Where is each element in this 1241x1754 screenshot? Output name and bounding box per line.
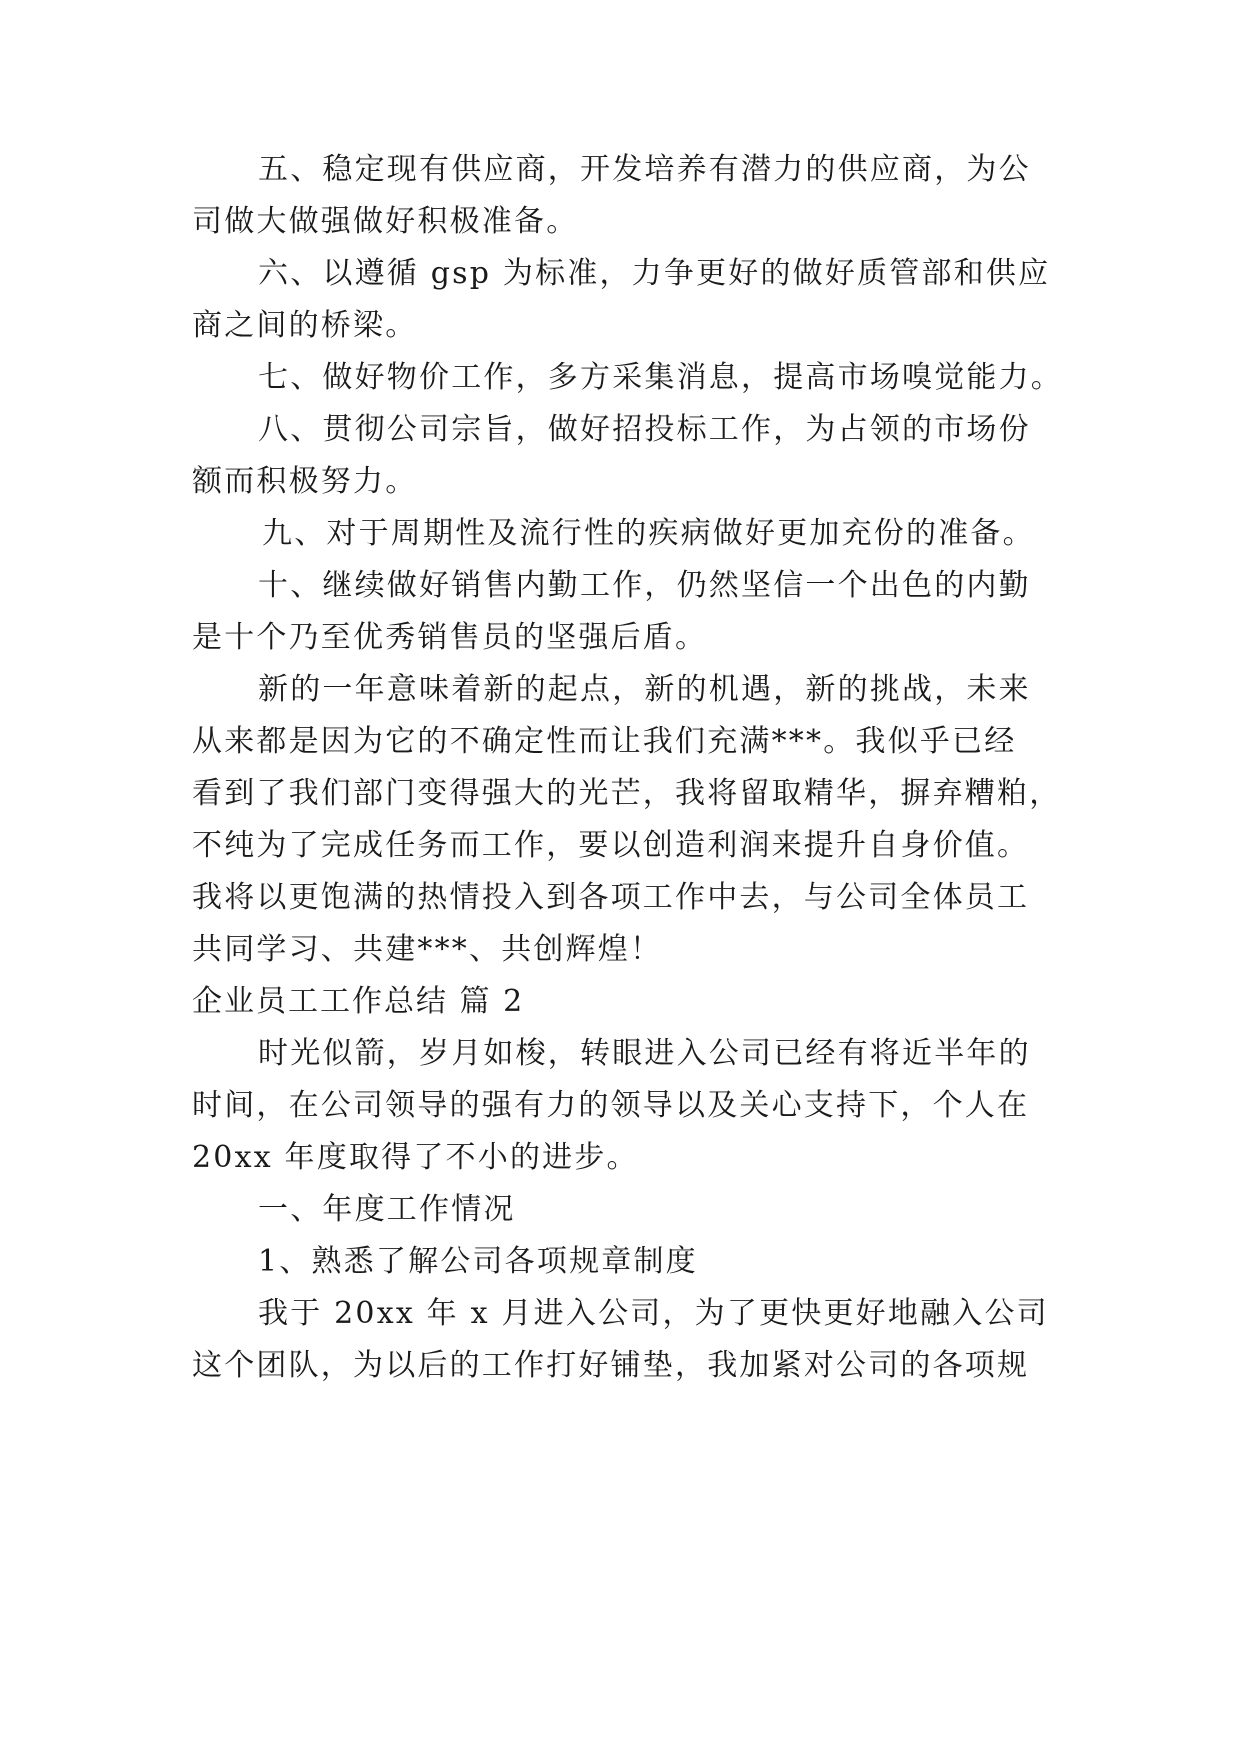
subheading-line: 一、年度工作情况 — [258, 1192, 516, 1227]
subheading-line: 1、熟悉了解公司各项规章制度 — [258, 1244, 698, 1279]
paragraph-line: 我将以更饱满的热情投入到各项工作中去，与公司全体员工 — [192, 880, 1030, 915]
paragraph-line: 共同学习、共建***、共创辉煌！ — [192, 932, 663, 967]
paragraph-line: 额而积极努力。 — [192, 464, 418, 499]
paragraph-line: 时间，在公司领导的强有力的领导以及关心支持下，个人在 — [192, 1088, 1030, 1123]
paragraph-line: 这个团队，为以后的工作打好铺垫，我加紧对公司的各项规 — [192, 1348, 1030, 1383]
paragraph-line: 司做大做强做好积极准备。 — [192, 204, 579, 239]
paragraph-line: 我于 20xx 年 x 月进入公司，为了更快更好地融入公司 — [258, 1296, 1049, 1331]
paragraph-line: 九、对于周期性及流行性的疾病做好更加充份的准备。 — [262, 516, 1035, 551]
paragraph-line: 六、以遵循 gsp 为标准，力争更好的做好质管部和供应 — [258, 256, 1051, 291]
paragraph-line: 20xx 年度取得了不小的进步。 — [192, 1140, 639, 1175]
paragraph-line: 新的一年意味着新的起点，新的机遇，新的挑战，未来 — [258, 672, 1031, 707]
paragraph-line: 五、稳定现有供应商，开发培养有潜力的供应商，为公 — [258, 152, 1031, 187]
paragraph-line: 不纯为了完成任务而工作，要以创造利润来提升自身价值。 — [192, 828, 1030, 863]
paragraph-line: 时光似箭，岁月如梭，转眼进入公司已经有将近半年的 — [258, 1036, 1031, 1071]
paragraph-line: 七、做好物价工作，多方采集消息，提高市场嗅觉能力。 — [258, 360, 1063, 395]
paragraph-line: 看到了我们部门变得强大的光芒，我将留取精华，摒弃糟粕， — [192, 776, 1062, 811]
paragraph-line: 是十个乃至优秀销售员的坚强后盾。 — [192, 620, 708, 655]
paragraph-line: 从来都是因为它的不确定性而让我们充满***。我似乎已经 — [192, 724, 1017, 759]
section-heading: 企业员工工作总结 篇 2 — [192, 984, 525, 1019]
paragraph-line: 八、贯彻公司宗旨，做好招投标工作，为占领的市场份 — [258, 412, 1031, 447]
paragraph-line: 十、继续做好销售内勤工作，仍然坚信一个出色的内勤 — [258, 568, 1031, 603]
paragraph-line: 商之间的桥梁。 — [192, 308, 418, 343]
